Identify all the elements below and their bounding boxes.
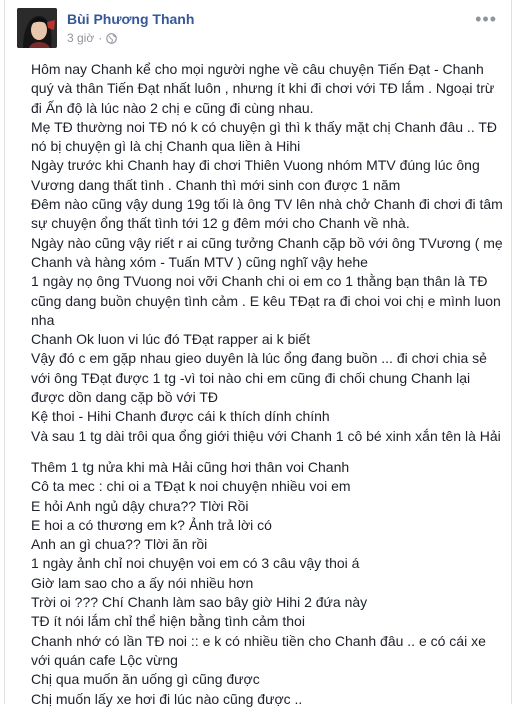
post-line: đi Ấn độ là lúc nào 2 chị e cũng đi cùng nhau.: [31, 99, 314, 116]
post-card: [4, 0, 512, 707]
post-line: Anh an gì chua?? Tlời ăn rồi: [31, 536, 208, 553]
avatar-image: [17, 8, 57, 48]
post-line: sự chuyện ổng thất tình tới 12 g đêm mới cho Chanh về nhà.: [31, 215, 410, 232]
post-line: Chanh nhớ có lần TĐ noi :: e k có nhiều tiền cho Chanh đâu .. e có cái xe: [31, 632, 486, 649]
globe-icon[interactable]: [106, 33, 117, 44]
avatar[interactable]: [17, 8, 57, 48]
author-name[interactable]: Bùi Phương Thanh: [67, 11, 195, 27]
post-line: quý và thân Tiến Đạt nhất luôn , nhưng ít khi đi chơi với TĐ lắm . Ngoại trừ: [31, 80, 495, 97]
post-time[interactable]: 3 giờ: [67, 31, 95, 45]
post-line: Và sau 1 tg dài trôi qua ổng giới thiệu với Chanh 1 cô bé xinh xắn tên là Hải: [31, 427, 501, 444]
post-header: [17, 6, 501, 50]
post-line: cũng dang buồn chuyện tình cảm . E kêu TĐạt ra đi choi voi chị e mình luon: [31, 292, 501, 309]
post-line: Hôm nay Chanh kể cho mọi người nghe về câu chuyện Tiến Đạt - Chanh: [31, 61, 484, 77]
post-line: nó bị chuyện gì là chị Chanh qua liền à Hihi: [31, 138, 301, 155]
post-line: Ngày nào cũng vậy riết r ai cũng tưởng Chanh cặp bồ với ông TVương ( mẹ: [31, 234, 503, 251]
post-line: Cô ta mec : chi oi a TĐạt k noi chuyện nhiều voi em: [31, 478, 351, 495]
post-line: với quán cafe Lộc vừng: [31, 651, 178, 668]
post-line: với ông TĐạt được 1 tg -vì toi nào chi em cũng đi chối chung Chanh lại: [31, 369, 471, 386]
post-line: Chanh Ok luon vi lúc đó TĐạt rapper ai k biết: [31, 331, 311, 348]
post-line: Chị muốn lấy xe hơi đi lúc nào cũng được ..: [31, 690, 303, 707]
post-line: Đêm nào cũng vậy dung 19g tối là ông TV lên nhà chở Chanh đi chơi đi tâm: [31, 196, 503, 213]
post-line: E hoi a có thương em k? Ảnh trả lời có: [31, 516, 272, 533]
post-line: Thêm 1 tg nửa khi mà Hải cũng hơi thân voi Chanh: [31, 458, 350, 475]
post-line: nha: [31, 311, 55, 328]
post-line: Giờ lam sao cho a ấy nói nhiều hơn: [31, 574, 254, 591]
post-line: Mẹ TĐ thường noi TĐ nó k có chuyện gì thì k thấy mặt chị Chanh đâu .. TĐ: [31, 118, 498, 135]
post-line: Trời oi ??? Chí Chanh làm sao bây giờ Hihi 2 đứa này: [31, 594, 368, 611]
post-line: được dồn dang cặp bồ với TĐ: [31, 389, 219, 406]
paragraph-gap: [31, 446, 507, 458]
post-line: Chị qua muốn ăn uống gì cũng được: [31, 671, 260, 688]
post-line: Vậy đó c em gặp nhau gieo duyên là lúc ổng đang buồn ... đi chơi chia sẻ: [31, 350, 487, 367]
post-line: Chanh và hàng xóm - Tuấn MTV ) cũng nghĩ vậy hehe: [31, 253, 368, 270]
post-line: TĐ ít nói lắm chỉ thể hiện bằng tình cảm thoi: [31, 613, 305, 630]
post-text: [31, 60, 507, 709]
post-line: 1 ngày nọ ông TVuong noi vỡi Chanh chi oi em co 1 thằng bạn thân là TĐ: [31, 273, 488, 290]
meta-separator: ·: [98, 31, 103, 45]
post-line: Ngày trước khi Chanh hay đi chơi Thiên Vuong nhóm MTV đúng lúc ông: [31, 157, 480, 174]
post-line: Vương dang thất tình . Chanh thì mới sinh con được 1 năm: [31, 176, 401, 193]
post-line: E hỏi Anh ngủ dậy chưa?? Tlời Rồi: [31, 497, 249, 514]
post-meta: [67, 31, 117, 45]
more-options-icon[interactable]: •••: [475, 9, 497, 29]
post-line: Kệ thoi - Hihi Chanh được cái k thích dính chính: [31, 408, 330, 425]
post-line: 1 ngày ảnh chỉ noi chuyện voi em có 3 câu vậy thoi á: [31, 555, 360, 572]
